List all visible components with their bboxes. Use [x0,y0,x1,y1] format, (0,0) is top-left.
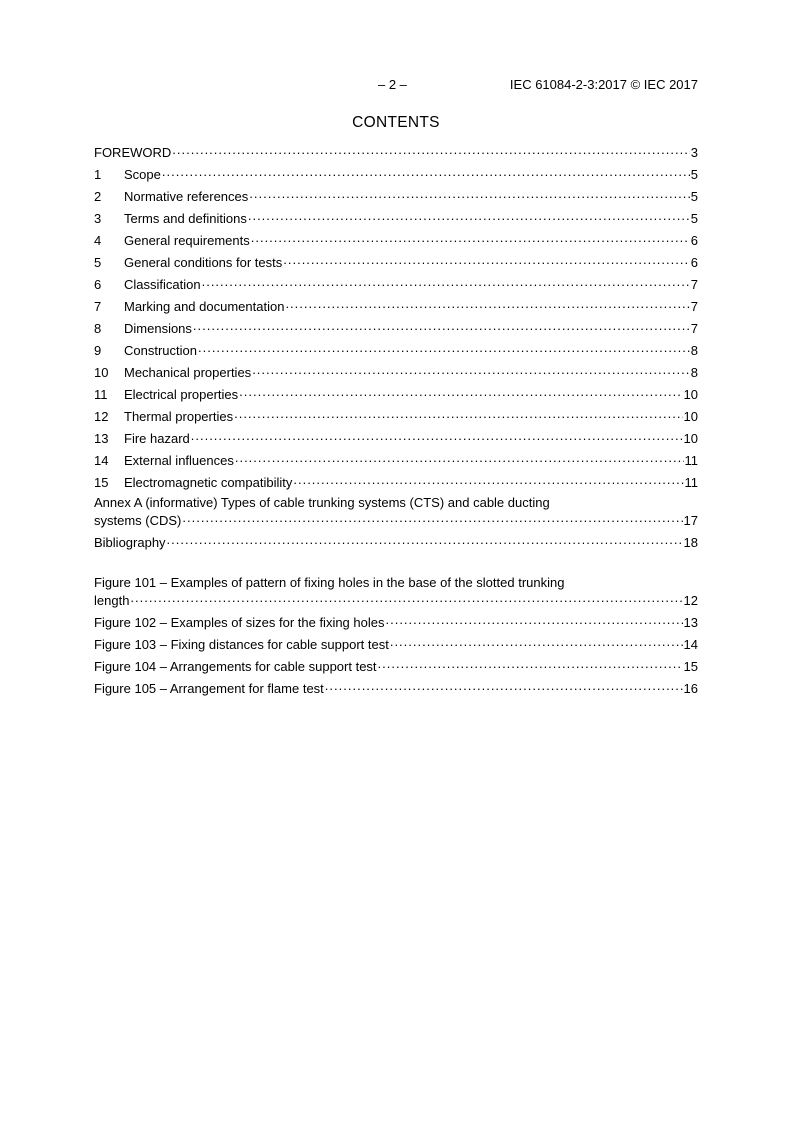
toc-entry-number: 10 [94,365,109,380]
toc-entry-number: 1 [94,167,102,182]
toc-entry-title: Figure 102 – Examples of sizes for the fixing holes [94,615,385,630]
toc-entry-title: FOREWORD [94,145,172,160]
toc-entry-page: 8 [690,365,698,380]
toc-entry-figure-103[interactable] [94,635,698,657]
toc-entry-clause-3[interactable] [94,209,698,231]
toc-entry-number: 7 [94,299,102,314]
toc-entry-page: 10 [683,387,698,402]
dot-leader [130,591,682,605]
dot-leader [198,341,690,355]
dot-leader [167,533,683,547]
page-title: CONTENTS [352,114,440,131]
dot-leader [172,143,689,157]
toc-entry-clause-10[interactable] [94,363,698,385]
toc-entry-number: 12 [94,409,109,424]
toc-entry-figure-104[interactable] [94,657,698,679]
dot-leader [239,385,682,399]
toc-entry-foreword[interactable] [94,143,698,165]
dot-leader [193,319,690,333]
toc-entry-page: 5 [690,167,698,182]
toc-entry-page: 7 [690,299,698,314]
dot-leader [191,429,683,443]
toc-entry-clause-15[interactable] [94,473,698,495]
dot-leader [162,165,690,179]
toc-entry-title: Classification [124,277,201,292]
toc-entry-page: 5 [690,211,698,226]
toc-entry-title: Normative references [124,189,249,204]
toc-entry-clause-6[interactable] [94,275,698,297]
toc-entry-number: 5 [94,255,102,270]
toc-entry-title: Figure 105 – Arrangement for flame test [94,681,324,696]
toc-entry-page: 7 [690,321,698,336]
table-of-contents [94,143,698,701]
dot-leader [252,363,690,377]
dot-leader [283,253,690,267]
dot-leader [235,451,684,465]
toc-entry-page: 12 [683,593,698,608]
toc-entry-number: 15 [94,475,109,490]
toc-entry-title: Electromagnetic compatibility [124,475,293,490]
toc-entry-clause-7[interactable] [94,297,698,319]
toc-entry-title: Dimensions [124,321,192,336]
toc-entry-clause-14[interactable] [94,451,698,473]
toc-entry-figure-105[interactable] [94,679,698,701]
toc-entry-title: Mechanical properties [124,365,252,380]
toc-entry-title-line-1: Annex A (informative) Types of cable trunking systems (CTS) and cable ducting [94,495,550,510]
toc-entry-page: 18 [683,535,698,550]
dot-leader [248,209,690,223]
page-header [94,76,698,94]
dot-leader [325,679,683,693]
toc-entry-number: 3 [94,211,102,226]
dot-leader [293,473,683,487]
toc-entry-page: 16 [683,681,698,696]
toc-entry-page: 3 [690,145,698,160]
toc-entry-title: Bibliography [94,535,166,550]
dot-leader [285,297,689,311]
dot-leader [202,275,690,289]
toc-entry-number: 9 [94,343,102,358]
toc-entry-clause-2[interactable] [94,187,698,209]
toc-entry-number: 2 [94,189,102,204]
toc-entry-figure-101[interactable] [94,575,698,609]
toc-entry-number: 8 [94,321,102,336]
dot-leader [251,231,690,245]
toc-entry-title: External influences [124,453,234,468]
toc-entry-page: 10 [683,409,698,424]
toc-entry-bibliography[interactable] [94,533,698,555]
toc-entry-title: Fire hazard [124,431,190,446]
toc-entry-title: Scope [124,167,161,182]
toc-entry-title: Figure 104 – Arrangements for cable support test [94,659,377,674]
toc-entry-page: 17 [683,513,698,528]
document-reference: IEC 61084-2-3:2017 © IEC 2017 [509,77,698,92]
dot-leader [385,613,682,627]
toc-entry-title-line-1: Figure 101 – Examples of pattern of fixing holes in the base of the slotted trunking [94,575,565,590]
page-number: – 2 – [378,77,407,92]
toc-entry-page: 6 [690,255,698,270]
dot-leader [182,511,682,525]
toc-entry-page: 10 [683,431,698,446]
dot-leader [234,407,682,421]
dot-leader [390,635,683,649]
toc-entry-page: 14 [683,637,698,652]
toc-entry-annex-a[interactable] [94,495,698,529]
toc-entry-page: 13 [683,615,698,630]
section-spacer [94,555,698,575]
toc-entry-number: 4 [94,233,102,248]
toc-entry-clause-9[interactable] [94,341,698,363]
toc-entry-clause-5[interactable] [94,253,698,275]
toc-entry-page: 7 [690,277,698,292]
dot-leader [378,657,683,671]
toc-entry-clause-1[interactable] [94,165,698,187]
toc-entry-clause-13[interactable] [94,429,698,451]
toc-entry-title: Marking and documentation [124,299,285,314]
toc-entry-number: 11 [94,387,108,402]
toc-entry-clause-12[interactable] [94,407,698,429]
toc-entry-number: 14 [94,453,109,468]
toc-entry-clause-11[interactable] [94,385,698,407]
toc-entry-page: 11 [684,453,698,468]
toc-entry-title: General requirements [124,233,250,248]
toc-entry-title: Terms and definitions [124,211,247,226]
toc-entry-page: 15 [683,659,698,674]
toc-entry-page: 5 [690,189,698,204]
toc-entry-number: 6 [94,277,102,292]
toc-entry-clause-8[interactable] [94,319,698,341]
toc-entry-page: 8 [690,343,698,358]
toc-entry-title: Electrical properties [124,387,239,402]
toc-entry-page: 6 [690,233,698,248]
toc-entry-title-line-2: systems (CDS) [94,513,182,528]
toc-entry-number: 13 [94,431,109,446]
toc-entry-title: Construction [124,343,197,358]
toc-entry-title-line-2: length [94,593,130,608]
toc-entry-title: Figure 103 – Fixing distances for cable support test [94,637,389,652]
toc-entry-figure-102[interactable] [94,613,698,635]
toc-entry-title: General conditions for tests [124,255,283,270]
toc-entry-clause-4[interactable] [94,231,698,253]
dot-leader [249,187,689,201]
toc-entry-page: 11 [684,475,698,490]
toc-entry-title: Thermal properties [124,409,234,424]
